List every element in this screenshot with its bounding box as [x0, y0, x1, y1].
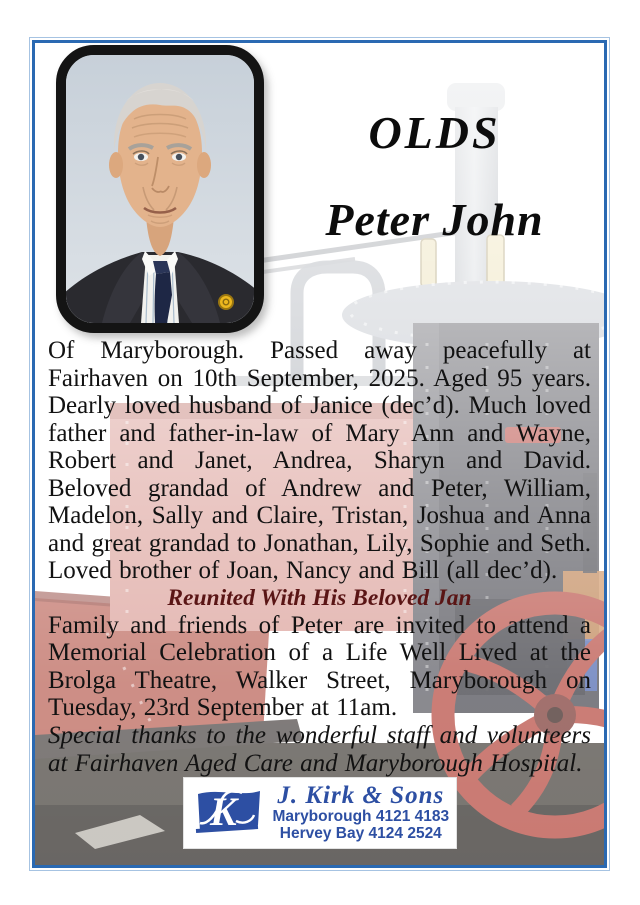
obituary-paragraph: Of Maryborough. Passed away peacefully at Fairhaven on 10th September, 2025. Aged 95 years. Dearly loved husband of Janice (dec’d). Much loved father and father-in-law of Mary Ann and Wayne, Robert and Janet, Andrea, Sharyn and David. Beloved grandad of Andrew and Peter, William, Madelon, Sally and Claire, Tristan, Joshua and Anna and great grandad to Jonathan, Lily, Sophie and Seth. Loved brother of Joan, Nancy and Bill (all dec’d). — [48, 337, 591, 584]
surname: OLDS — [368, 107, 501, 158]
svg-text:K: K — [209, 789, 237, 835]
portrait-illustration — [66, 55, 254, 323]
invitation-paragraph: Family and friends of Peter are invited to attend a Memorial Celebration of a Life Well Lived at the Brolga Theatre, Walker Street, Maryborough on Tuesday, 23rd September at 11am. — [48, 611, 591, 722]
phone-hervey-bay: Hervey Bay 4124 2524 — [279, 824, 442, 842]
given-names: Peter John — [325, 193, 544, 245]
funeral-home-contact — [273, 783, 450, 842]
portrait-photo — [56, 45, 264, 333]
notice-page — [32, 40, 607, 868]
deceased-name-block — [267, 107, 602, 247]
funeral-home-logo — [48, 778, 591, 848]
k-monogram-icon — [192, 787, 264, 837]
notice-body — [48, 337, 591, 848]
funeral-home-name: J. Kirk & Sons — [277, 782, 445, 810]
reunion-line: Reunited With His Beloved Jan — [167, 584, 472, 611]
funeral-home-logo-box — [184, 778, 456, 848]
thanks-paragraph: Special thanks to the wonderful staff and volunteers at Fairhaven Aged Care and Maryborough Hospital. — [48, 721, 591, 777]
phone-maryborough: Maryborough 4121 4183 — [272, 808, 450, 826]
